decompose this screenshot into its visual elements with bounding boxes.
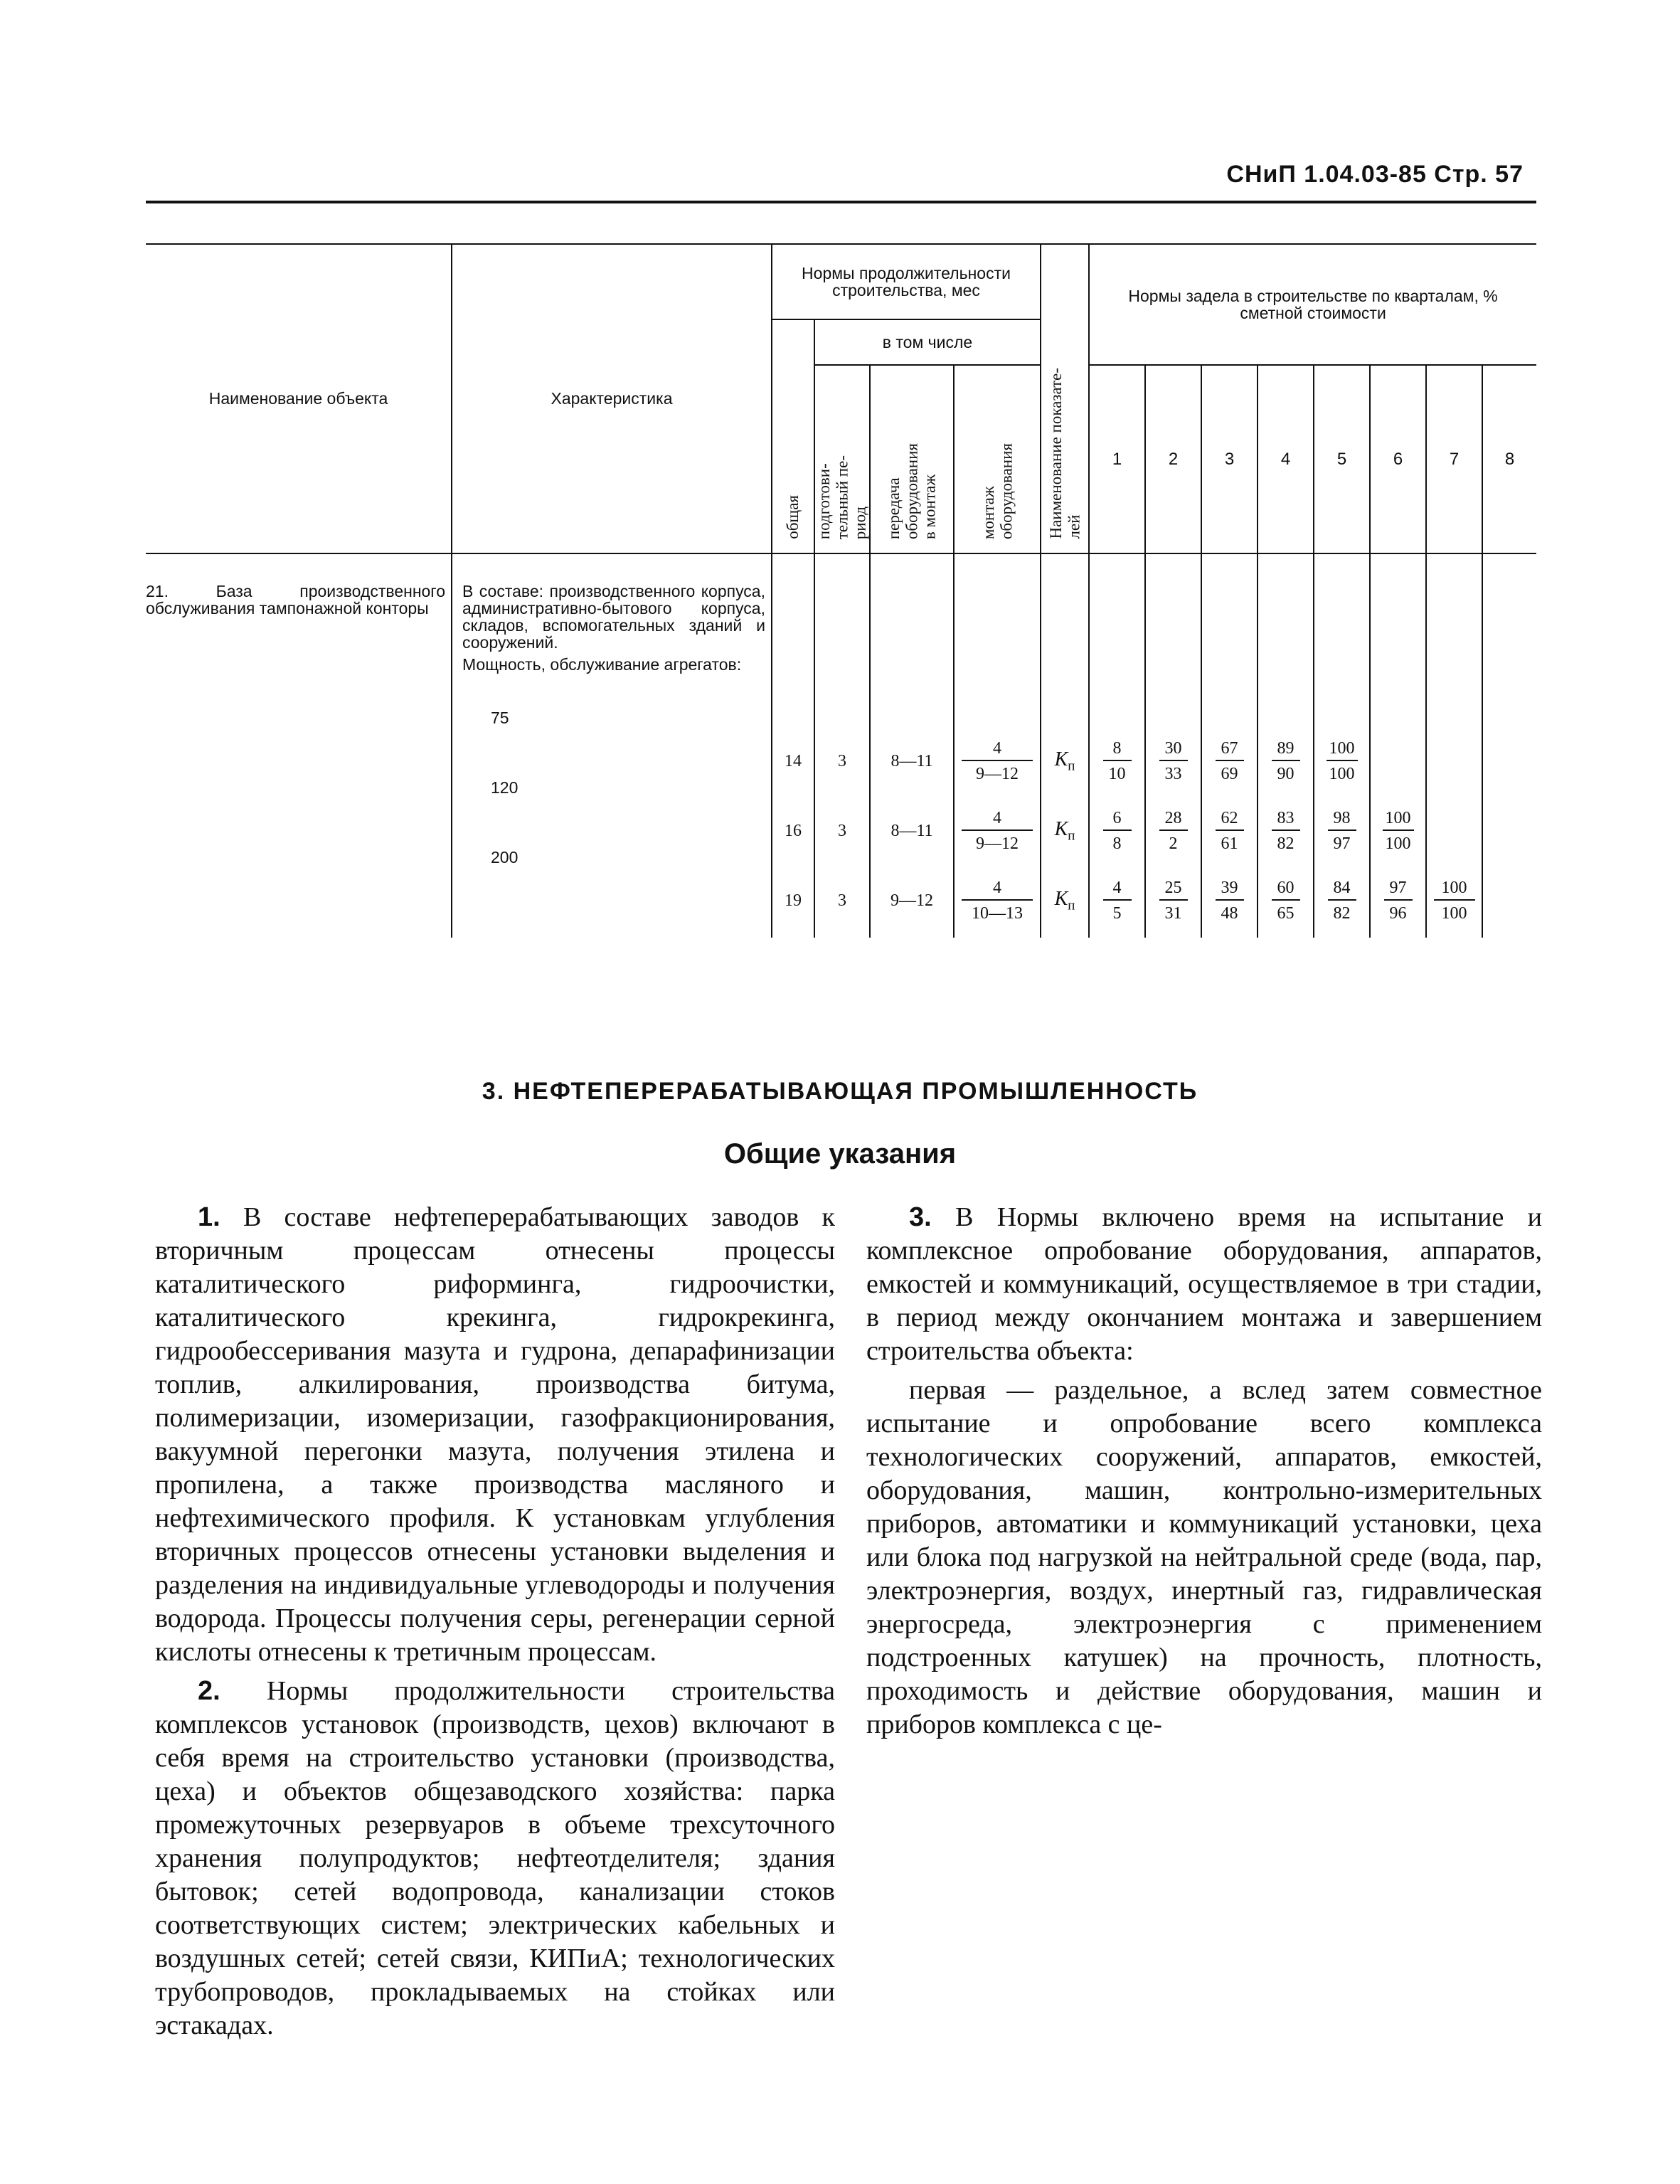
quarter-5-row-3 bbox=[1314, 866, 1369, 935]
install-fraction-row-3 bbox=[962, 879, 1033, 922]
paragraph-3 bbox=[866, 1201, 1542, 1368]
backlog-fraction-q5-row-1-numerator: 100 bbox=[1327, 740, 1358, 761]
backlog-fraction-q2-row-1-denominator: 33 bbox=[1164, 765, 1182, 783]
capacity-200 bbox=[462, 822, 765, 892]
backlog-fraction-q5-row-1 bbox=[1327, 740, 1358, 783]
backlog-fraction-q6-row-2-denominator: 100 bbox=[1385, 834, 1411, 853]
backlog-fraction-q4-row-1-denominator: 90 bbox=[1277, 765, 1294, 783]
backlog-fraction-q3-row-3-denominator: 48 bbox=[1221, 904, 1238, 923]
backlog-fraction-q3-row-1-denominator: 69 bbox=[1221, 765, 1238, 783]
backlog-fraction-q1-row-2-numerator: 6 bbox=[1103, 810, 1132, 831]
indicator-column bbox=[1041, 553, 1089, 938]
backlog-fraction-q4-row-1-numerator: 89 bbox=[1272, 740, 1300, 761]
install-row-1 bbox=[955, 726, 1040, 796]
backlog-fraction-q6-row-3 bbox=[1384, 879, 1413, 922]
capacity-120 bbox=[462, 753, 765, 822]
backlog-fraction-q4-row-3-numerator: 60 bbox=[1272, 879, 1300, 901]
paragraph-3-number: 3. bbox=[909, 1202, 932, 1232]
header-quarter-8: 8 bbox=[1482, 365, 1536, 553]
indicator-row-2 bbox=[1041, 796, 1088, 866]
capacity-120-value: 120 bbox=[491, 778, 519, 797]
paragraph-1-text: В составе нефтеперерабатывающих заводов к вторичным процессам отнесены процессы каталитического риформинга, гидроочистки, каталитического крекинга, гидрокрекинга, гидрообессеривания мазута и гудрона, депарафинизации топлив, алкилирования, производства битума, полимеризации, изомеризации, газофракционирования, вакуумной перегонки мазута, получения этилена и пропилена, а также производства масляного и нефтехимического профиля. К установкам углубления вторичных процессов отнесены установки выделения и разделения на индивидуальные углеводороды и получения водорода. Процессы получения серы, регенерации серной кислоты отнесены к третичным процессам. bbox=[155, 1202, 836, 1667]
object-name-cell: 21. База производственного обслуживания тампонажной конторы bbox=[146, 582, 445, 618]
quarter-6-row-1 bbox=[1371, 726, 1425, 796]
install-row-2 bbox=[955, 796, 1040, 866]
header-general-text: общая bbox=[784, 495, 802, 539]
backlog-fraction-q6-row-2-numerator: 100 bbox=[1383, 810, 1414, 831]
quarter-8-row-1 bbox=[1483, 726, 1536, 796]
backlog-fraction-q3-row-2-denominator: 61 bbox=[1221, 834, 1238, 853]
installation-column bbox=[954, 553, 1041, 938]
header-indicator-name bbox=[1041, 245, 1089, 553]
quarter-5-column bbox=[1314, 553, 1370, 938]
text-column-right bbox=[866, 1201, 1542, 1747]
backlog-fraction-q3-row-1-numerator: 67 bbox=[1216, 740, 1244, 761]
backlog-fraction-q1-row-3-denominator: 5 bbox=[1112, 904, 1122, 923]
backlog-fraction-q1-row-1-denominator: 10 bbox=[1108, 765, 1126, 783]
indicator-subscript-row-1: п bbox=[1068, 758, 1075, 774]
backlog-fraction-q6-row-2 bbox=[1383, 810, 1414, 852]
header-duration-group: Нормы продолжительности строительства, мес bbox=[772, 245, 1041, 319]
indicator-letter-row-2: К bbox=[1054, 817, 1068, 840]
transfer-value-row-3: 9—12 bbox=[890, 891, 933, 910]
quarter-6-row-3 bbox=[1371, 866, 1425, 935]
capacity-75-value: 75 bbox=[491, 708, 509, 727]
quarter-6-row-2 bbox=[1371, 796, 1425, 866]
backlog-fraction-q7-row-3 bbox=[1434, 879, 1475, 922]
backlog-fraction-q1-row-3-numerator: 4 bbox=[1103, 879, 1132, 901]
paragraph-4-text: первая — раздельное, а вслед затем совместное испытание и опробование всего комплекса технологических сооружений, аппаратов, емкостей, оборудования, машин, контрольно-измерительных приборов, автоматики и коммуникаций установки, цеха или блока под нагрузкой на нейтральной среде (вода, пар, электроэнергия, воздух, инертный газ, гидравлическая энергосреда, электроэнергия с применением подстроенных катушек) на прочность, плотность, проходимость и действие оборудования, машин и приборов комплекса с це- bbox=[866, 1375, 1542, 1739]
backlog-fraction-q3-row-2 bbox=[1216, 810, 1244, 852]
quarter-7-row-2 bbox=[1427, 796, 1482, 866]
backlog-fraction-q5-row-3 bbox=[1328, 879, 1356, 922]
header-quarter-6: 6 bbox=[1370, 365, 1426, 553]
transfer-row-2 bbox=[871, 796, 953, 866]
prep-row-2 bbox=[815, 796, 869, 866]
paragraph-2-text: Нормы продолжительности строительства комплексов установок (производств, цехов) включают в себя время на строительство установки (производства, цеха) и объектов общезаводского хозяйства: парка промежуточных резервуаров в объеме трехсуточного хранения полупродуктов; нефтеотделителя; здания бытовок; сетей водопровода, канализации стоков соответствующих систем; электрических кабельных и воздушных сетей; сетей связи, КИПиА; технологических трубопроводов, прокладываемых на стойках или эстакадах. bbox=[155, 1676, 836, 2040]
install-fraction-row-1-numerator: 4 bbox=[962, 740, 1033, 761]
quarter-4-row-2 bbox=[1258, 796, 1313, 866]
backlog-fraction-q6-row-3-numerator: 97 bbox=[1384, 879, 1413, 901]
backlog-fraction-q2-row-2-denominator: 2 bbox=[1169, 834, 1178, 853]
indicator-letter-row-3: К bbox=[1054, 887, 1068, 910]
header-quarter-4: 4 bbox=[1258, 365, 1314, 553]
quarter-6-column bbox=[1370, 553, 1426, 938]
backlog-fraction-q3-row-1 bbox=[1216, 740, 1244, 783]
prep-value-row-3: 3 bbox=[838, 891, 846, 910]
quarter-4-row-3 bbox=[1258, 866, 1313, 935]
transfer-column bbox=[870, 553, 954, 938]
backlog-fraction-q5-row-2 bbox=[1328, 810, 1356, 852]
norms-table bbox=[146, 245, 1536, 938]
quarter-1-row-2 bbox=[1090, 796, 1144, 866]
backlog-fraction-q2-row-1 bbox=[1159, 740, 1188, 783]
backlog-fraction-q5-row-2-numerator: 98 bbox=[1328, 810, 1356, 831]
backlog-fraction-q5-row-3-numerator: 84 bbox=[1328, 879, 1356, 901]
paragraph-1-number: 1. bbox=[198, 1202, 220, 1232]
quarter-4-row-1 bbox=[1258, 726, 1313, 796]
quarter-3-row-2 bbox=[1202, 796, 1257, 866]
general-value-row-1: 14 bbox=[785, 751, 802, 770]
backlog-fraction-q6-row-3-denominator: 96 bbox=[1389, 904, 1407, 923]
quarter-1-column bbox=[1089, 553, 1145, 938]
backlog-fraction-q1-row-1-numerator: 8 bbox=[1103, 740, 1132, 761]
header-characteristic: Характеристика bbox=[452, 245, 772, 553]
quarter-8-column bbox=[1482, 553, 1536, 938]
general-row-2 bbox=[772, 796, 814, 866]
transfer-row-3 bbox=[871, 866, 953, 935]
section-title: 3. НЕФТЕПЕРЕРАБАТЫВАЮЩАЯ ПРОМЫШЛЕННОСТЬ bbox=[482, 1078, 1198, 1105]
backlog-fraction-q5-row-3-denominator: 82 bbox=[1333, 904, 1351, 923]
backlog-fraction-q2-row-3-numerator: 25 bbox=[1159, 879, 1188, 901]
header-indicator-name-text: Наименование показате- лей bbox=[1046, 368, 1083, 539]
paragraph-3-text: В Нормы включено время на испытание и комплексное опробование оборудования, аппаратов, емкостей и коммуникаций, осуществляемое в три стадии, в период между окончанием монтажа и завершением строительства объекта: bbox=[866, 1202, 1542, 1366]
indicator-subscript-row-2: п bbox=[1068, 828, 1075, 844]
general-row-1 bbox=[772, 726, 814, 796]
indicator-row-3 bbox=[1041, 866, 1088, 935]
backlog-fraction-q3-row-3 bbox=[1216, 879, 1244, 922]
paragraph-2 bbox=[155, 1675, 835, 2042]
quarter-4-column bbox=[1258, 553, 1314, 938]
install-fraction-row-2 bbox=[962, 810, 1033, 852]
transfer-value-row-2: 8—11 bbox=[890, 821, 933, 840]
transfer-value-row-1: 8—11 bbox=[890, 751, 933, 770]
backlog-fraction-q1-row-2-denominator: 8 bbox=[1112, 834, 1122, 853]
section-subtitle: Общие указания bbox=[723, 1138, 957, 1170]
install-fraction-row-1-denominator: 9—12 bbox=[976, 765, 1019, 783]
backlog-fraction-q4-row-2 bbox=[1272, 810, 1300, 852]
backlog-fraction-q4-row-3-denominator: 65 bbox=[1277, 904, 1294, 923]
quarter-3-row-3 bbox=[1202, 866, 1257, 935]
quarter-3-row-1 bbox=[1202, 726, 1257, 796]
capacity-200-value: 200 bbox=[491, 847, 519, 866]
preparatory-column bbox=[814, 553, 870, 938]
header-quarter-7: 7 bbox=[1426, 365, 1482, 553]
quarter-5-row-2 bbox=[1314, 796, 1369, 866]
indicator-letter-row-1: К bbox=[1054, 748, 1068, 770]
prep-value-row-2: 3 bbox=[838, 821, 846, 840]
header-installation bbox=[954, 365, 1041, 553]
quarter-2-column bbox=[1145, 553, 1201, 938]
general-value-row-3: 19 bbox=[785, 891, 802, 910]
quarter-7-row-1 bbox=[1427, 726, 1482, 796]
prep-value-row-1: 3 bbox=[838, 751, 846, 770]
backlog-fraction-q2-row-2-numerator: 28 bbox=[1159, 810, 1188, 831]
backlog-fraction-q7-row-3-denominator: 100 bbox=[1441, 904, 1467, 923]
backlog-fraction-q3-row-3-numerator: 39 bbox=[1216, 879, 1244, 901]
indicator-row-1 bbox=[1041, 726, 1088, 796]
header-preparatory-text: подготови- тельный пе- риод bbox=[815, 455, 869, 539]
backlog-fraction-q3-row-2-numerator: 62 bbox=[1216, 810, 1244, 831]
install-fraction-row-1 bbox=[962, 740, 1033, 783]
paragraph-4 bbox=[866, 1374, 1542, 1742]
indicator-symbol-row-3 bbox=[1055, 888, 1075, 914]
install-fraction-row-2-denominator: 9—12 bbox=[976, 834, 1019, 853]
header-transfer bbox=[870, 365, 954, 553]
backlog-fraction-q1-row-3 bbox=[1103, 879, 1132, 922]
header-backlog-group: Нормы задела в строительстве по кварталам, % сметной стоимости bbox=[1089, 245, 1536, 365]
prep-row-3 bbox=[815, 866, 869, 935]
characteristic-cell bbox=[452, 553, 772, 938]
quarter-7-column bbox=[1426, 553, 1482, 938]
backlog-fraction-q5-row-2-denominator: 97 bbox=[1333, 834, 1351, 853]
backlog-fraction-q4-row-2-numerator: 83 bbox=[1272, 810, 1300, 831]
quarter-5-row-1 bbox=[1314, 726, 1369, 796]
header-transfer-text: передача оборудования в монтаж bbox=[885, 442, 939, 539]
general-duration-column bbox=[772, 553, 814, 938]
backlog-fraction-q2-row-3 bbox=[1159, 879, 1188, 922]
install-fraction-row-2-numerator: 4 bbox=[962, 810, 1033, 831]
quarter-1-row-1 bbox=[1090, 726, 1144, 796]
capacity-75 bbox=[462, 683, 765, 753]
backlog-fraction-q2-row-1-numerator: 30 bbox=[1159, 740, 1188, 761]
text-column-left bbox=[155, 1201, 835, 2048]
header-preparatory bbox=[814, 365, 870, 553]
backlog-fraction-q4-row-2-denominator: 82 bbox=[1277, 834, 1294, 853]
paragraph-1 bbox=[155, 1201, 835, 1669]
quarter-8-row-3 bbox=[1483, 866, 1536, 935]
backlog-fraction-q7-row-3-numerator: 100 bbox=[1434, 879, 1475, 901]
quarter-7-row-3 bbox=[1427, 866, 1482, 935]
header-general bbox=[772, 319, 814, 553]
indicator-symbol-row-2 bbox=[1055, 818, 1075, 844]
general-value-row-2: 16 bbox=[785, 821, 802, 840]
quarter-2-row-2 bbox=[1146, 796, 1201, 866]
header-quarter-1: 1 bbox=[1089, 365, 1145, 553]
power-text: Мощность, обслуживание агрегатов: bbox=[462, 654, 742, 674]
indicator-symbol-row-1 bbox=[1055, 748, 1075, 775]
install-fraction-row-3-denominator: 10—13 bbox=[972, 904, 1023, 923]
header-including: в том числе bbox=[814, 319, 1041, 365]
page-header: СНиП 1.04.03-85 Стр. 57 bbox=[1226, 161, 1524, 188]
quarter-3-column bbox=[1201, 553, 1258, 938]
header-object: Наименование объекта bbox=[146, 245, 452, 553]
header-quarter-2: 2 bbox=[1145, 365, 1201, 553]
header-quarter-5: 5 bbox=[1314, 365, 1370, 553]
indicator-subscript-row-3: п bbox=[1068, 898, 1075, 913]
prep-row-1 bbox=[815, 726, 869, 796]
quarter-2-row-1 bbox=[1146, 726, 1201, 796]
backlog-fraction-q2-row-3-denominator: 31 bbox=[1164, 904, 1182, 923]
quarter-1-row-3 bbox=[1090, 866, 1144, 935]
install-row-3 bbox=[955, 866, 1040, 935]
backlog-fraction-q1-row-1 bbox=[1103, 740, 1132, 783]
quarter-8-row-2 bbox=[1483, 796, 1536, 866]
backlog-fraction-q4-row-1 bbox=[1272, 740, 1300, 783]
backlog-fraction-q2-row-2 bbox=[1159, 810, 1188, 852]
header-rule bbox=[146, 201, 1536, 203]
install-fraction-row-3-numerator: 4 bbox=[962, 879, 1033, 901]
quarter-2-row-3 bbox=[1146, 866, 1201, 935]
backlog-fraction-q5-row-1-denominator: 100 bbox=[1329, 765, 1355, 783]
transfer-row-1 bbox=[871, 726, 953, 796]
paragraph-2-number: 2. bbox=[198, 1676, 220, 1706]
header-quarter-3: 3 bbox=[1201, 365, 1258, 553]
backlog-fraction-q4-row-3 bbox=[1272, 879, 1300, 922]
header-installation-text: монтаж оборудования bbox=[979, 442, 1015, 539]
general-row-3 bbox=[772, 866, 814, 935]
characteristic-text: В составе: производственного корпуса, административно-бытового корпуса, складов, вспомогательных зданий и сооружений. bbox=[462, 582, 765, 652]
backlog-fraction-q1-row-2 bbox=[1103, 810, 1132, 852]
